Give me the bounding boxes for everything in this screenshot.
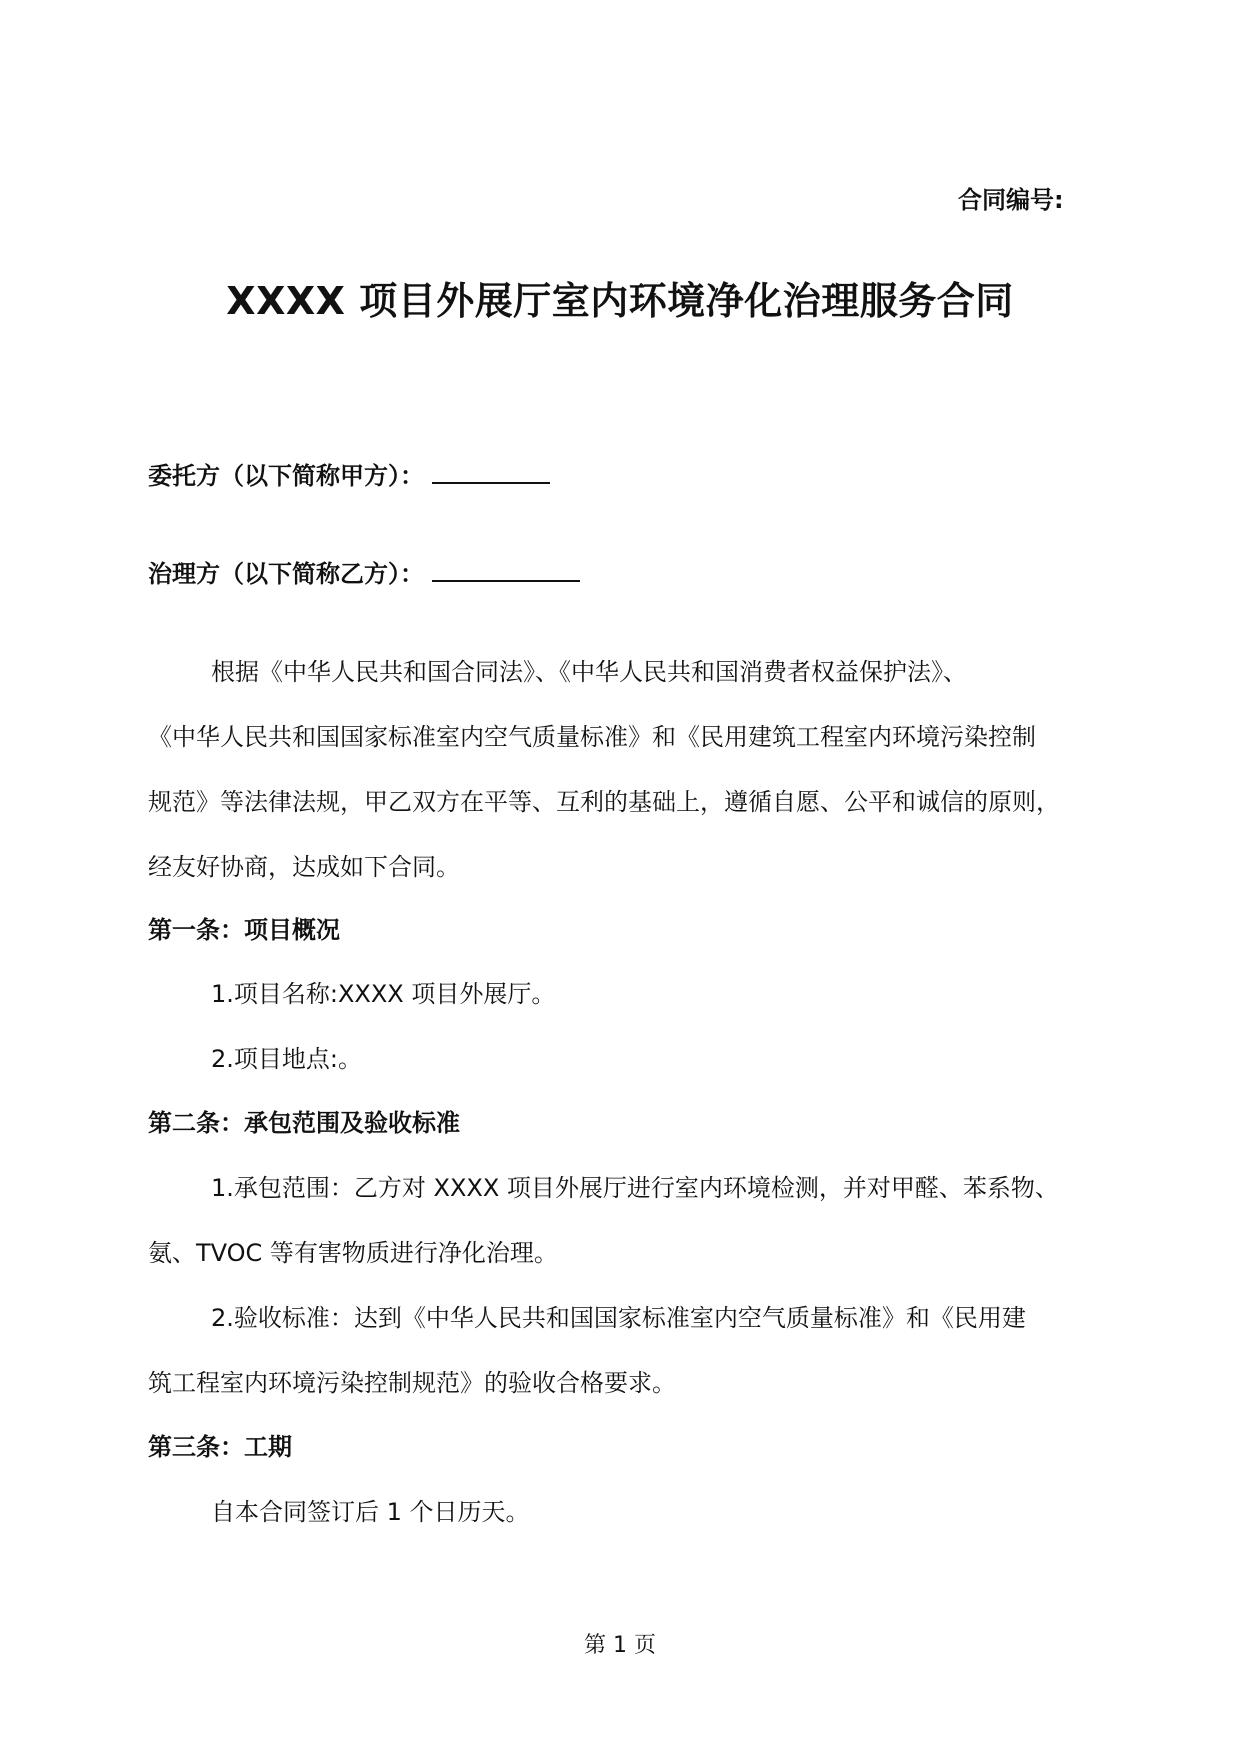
page-number: 第 1 页	[584, 1633, 656, 1658]
article-2-item-1-line-1: 1.承包范围：乙方对 XXXX 项目外展厅进行室内环境检测，并对甲醛、苯系物、	[211, 1174, 1059, 1202]
party-a-row	[148, 456, 550, 491]
article-1-heading: 第一条：项目概况	[148, 916, 340, 944]
article-1-item-2: 2.项目地点:。	[211, 1045, 362, 1073]
article-3-text: 自本合同签订后 1 个日历天。	[211, 1498, 530, 1526]
party-a-label: 委托方（以下简称甲方）：	[148, 462, 424, 490]
article-2-heading: 第二条：承包范围及验收标准	[148, 1109, 460, 1137]
article-1-item-1: 1.项目名称:XXXX 项目外展厅。	[211, 980, 556, 1008]
intro-line-2: 《中华人民共和国国家标准室内空气质量标准》和《民用建筑工程室内环境污染控制	[148, 723, 1036, 751]
intro-line-1: 根据《中华人民共和国合同法》、《中华人民共和国消费者权益保护法》、	[211, 658, 967, 686]
article-2-item-2-line-1: 2.验收标准：达到《中华人民共和国国家标准室内空气质量标准》和《民用建	[211, 1304, 1026, 1332]
party-a-blank	[432, 460, 550, 484]
article-2-item-2-line-2: 筑工程室内环境污染控制规范》的验收合格要求。	[148, 1369, 676, 1397]
party-b-row	[148, 554, 580, 589]
party-b-blank	[432, 558, 580, 582]
intro-line-4: 经友好协商，达成如下合同。	[148, 853, 460, 881]
article-2-item-1-line-2: 氨、TVOC 等有害物质进行净化治理。	[148, 1239, 558, 1267]
document-title: XXXX 项目外展厅室内环境净化治理服务合同	[226, 279, 1014, 323]
contract-number-label: 合同编号:	[958, 186, 1064, 214]
intro-line-3: 规范》等法律法规，甲乙双方在平等、互利的基础上，遵循自愿、公平和诚信的原则，	[148, 788, 1060, 816]
party-b-label: 治理方（以下简称乙方）：	[148, 560, 424, 588]
article-3-heading: 第三条：工期	[148, 1433, 292, 1461]
